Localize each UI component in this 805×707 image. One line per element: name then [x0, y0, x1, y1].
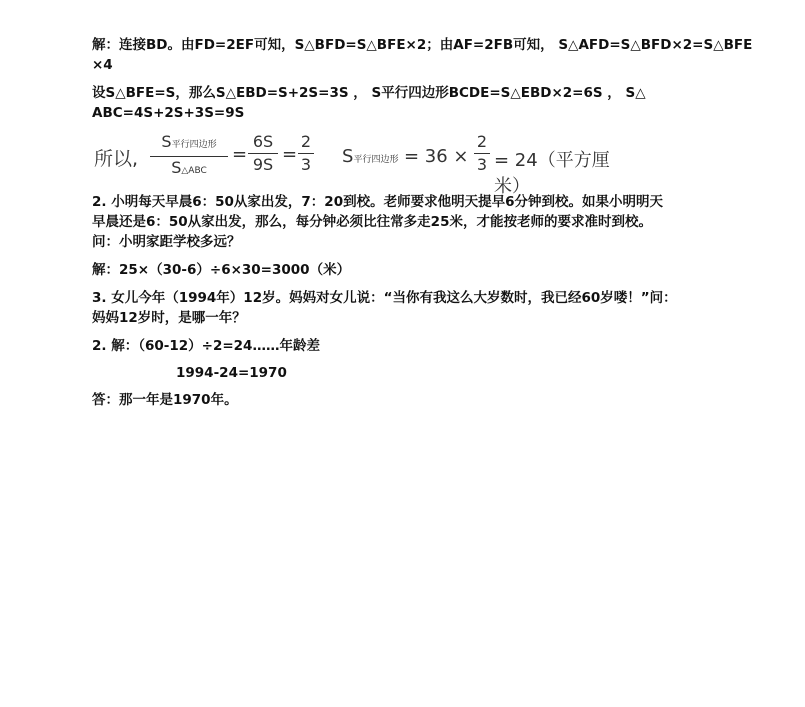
solution-line-2: ×4 — [92, 57, 113, 73]
frac4-num: 2 — [476, 132, 488, 151]
fraction-2-3-b — [474, 132, 490, 175]
expr-b: = 24（平方厘米） — [494, 150, 610, 197]
frac2-den: 9S — [252, 155, 274, 174]
problem-2-line-2: 早晨还是6：50从家出发，那么，每分钟必须比往常多走25米，才能按老师的要求准时到校。 — [92, 214, 652, 230]
frac3-num: 2 — [300, 132, 312, 151]
formula-so: 所以, — [94, 148, 139, 170]
problem-2-solution: 解：25×（30-6）÷6×30=3000（米） — [92, 262, 351, 278]
problem-2-line-3: 问：小明家距学校多远？ — [92, 234, 241, 250]
frac4-den: 3 — [476, 155, 488, 174]
solution-line-4: ABC=4S+2S+3S=9S — [92, 105, 245, 121]
area-s: S — [342, 146, 354, 167]
frac1-num-sub: 平行四边形 — [171, 140, 217, 150]
problem-3-answer: 答：那一年是1970年。 — [92, 392, 238, 408]
fraction-2-3 — [298, 132, 314, 175]
problem-2-line-1: 2. 小明每天早晨6：50从家出发，7：20到校。老师要求他明天提早6分钟到校。如果小明明天 — [92, 194, 663, 210]
problem-3-line-2: 妈妈12岁时，是哪一年？ — [92, 310, 246, 326]
area-s-sub: 平行四边形 — [353, 155, 399, 165]
area-label — [342, 146, 398, 167]
frac3-den: 3 — [300, 155, 312, 174]
problem-3-solution-1: 2. 解：（60-12）÷2=24……年龄差 — [92, 338, 320, 354]
frac2-num: 6S — [252, 132, 274, 151]
problem-3-solution-2: 1994-24=1970 — [176, 365, 287, 381]
equals-2: = — [282, 144, 298, 165]
expr-a: = 36 × — [404, 146, 469, 167]
frac1-num-s: S — [161, 132, 172, 151]
problem-3-line-1: 3. 女儿今年（1994年）12岁。妈妈对女儿说：“当你有我这么大岁数时，我已经60岁喽！”问： — [92, 290, 677, 306]
fraction-6s-9s — [248, 132, 278, 175]
formula-block — [92, 132, 632, 197]
solution-line-3: 设S△BFE=S，那么S△EBD=S+2S=3S ， S平行四边形BCDE=S△EBD×2=6S ， S△ — [92, 85, 646, 101]
equals-1: = — [232, 144, 248, 165]
frac1-den-s: S — [171, 158, 182, 177]
solution-line-1: 解：连接BD。由FD=2EF可知，S△BFD=S△BFE×2；由AF=2FB可知， S△AFD=S△BFD×2=S△BFE — [92, 37, 753, 53]
frac1-den-sub: △ABC — [181, 166, 207, 176]
fraction-area-ratio — [150, 132, 228, 181]
